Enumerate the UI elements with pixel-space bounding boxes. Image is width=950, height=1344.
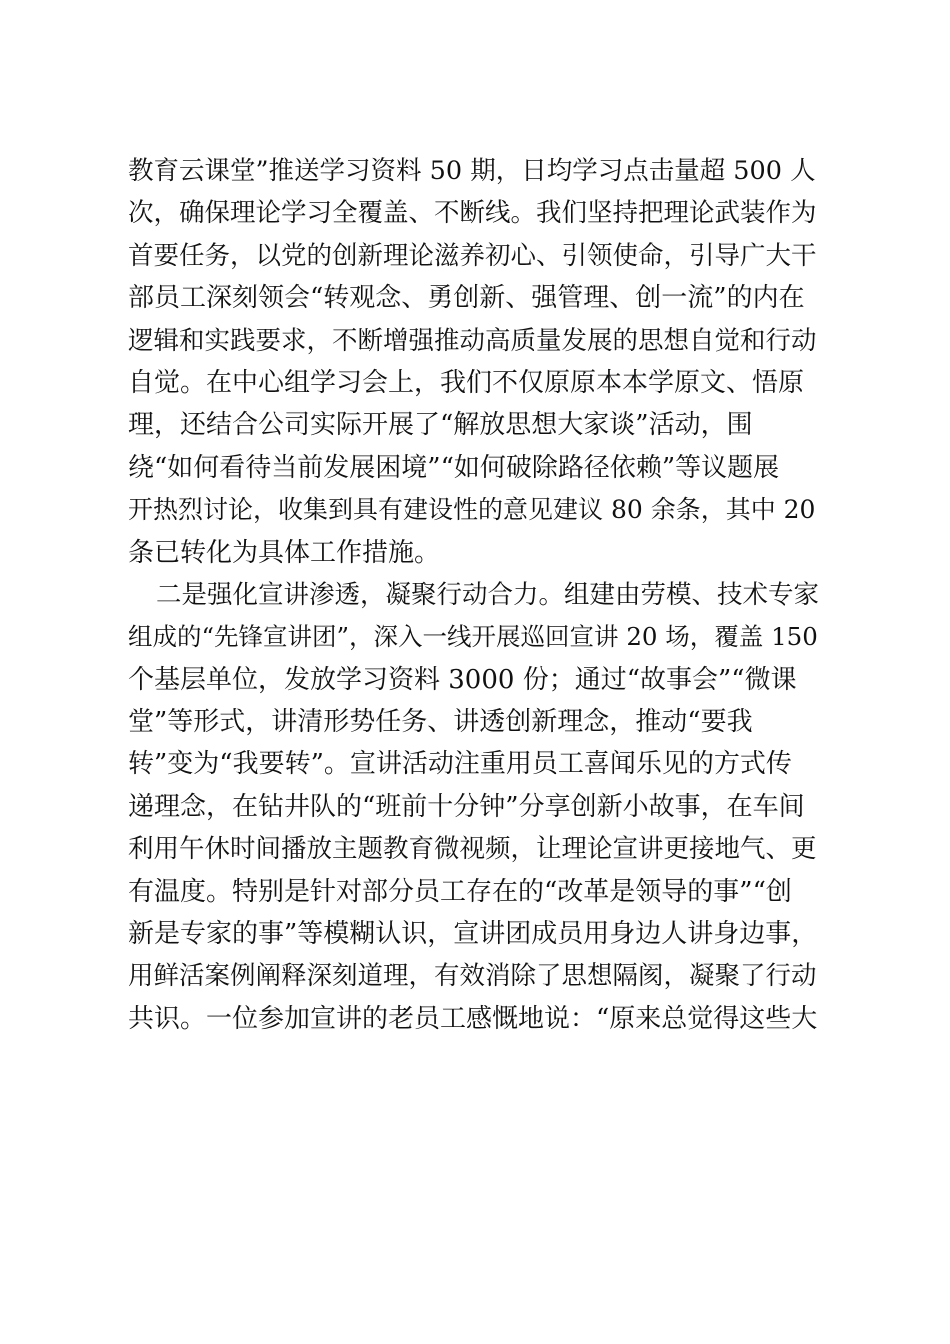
paragraph — [128, 150, 828, 574]
text-line: 有温度。特别是针对部分员工存在的“改革是领导的事”“创 — [128, 876, 792, 907]
text-line: 理，还结合公司实际开展了“解放思想大家谈”活动，围 — [128, 410, 753, 441]
text-line: 首要任务，以党的创新理论滋养初心、引领使命，引导广大干 — [128, 240, 817, 271]
text-line: 绕“如何看待当前发展困境”“如何破除路径依赖”等议题展 — [128, 452, 780, 483]
text-line: 堂”等形式，讲清形势任务、讲透创新理念，推动“要我 — [128, 707, 753, 738]
text-line: 次，确保理论学习全覆盖、不断线。我们坚持把理论武装作为 — [128, 198, 817, 229]
text-line: 个基层单位，发放学习资料 3000 份；通过“故事会”“微课 — [128, 664, 797, 695]
text-line: 自觉。在中心组学习会上，我们不仅原原本本学原文、悟原 — [128, 367, 805, 398]
text-line: 利用午休时间播放主题教育微视频，让理论宣讲更接地气、更 — [128, 834, 817, 865]
text-line: 二是强化宣讲渗透，凝聚行动合力。组建由劳模、技术专家 — [156, 579, 820, 610]
text-line: 教育云课堂”推送学习资料 50 期，日均学习点击量超 500 人 — [128, 156, 816, 186]
text-line: 用鲜活案例阐释深刻道理，有效消除了思想隔阂，凝聚了行动 — [128, 961, 817, 992]
text-line: 转”变为“我要转”。宣讲活动注重用员工喜闻乐见的方式传 — [128, 749, 792, 780]
text-line: 递理念，在钻井队的“班前十分钟”分享创新小故事，在车间 — [128, 791, 805, 822]
text-line: 部员工深刻领会“转观念、勇创新、强管理、创一流”的内在 — [128, 283, 805, 314]
text-line: 新是专家的事”等模糊认识，宣讲团成员用身边人讲身边事， — [128, 919, 818, 950]
paragraph — [128, 574, 828, 1040]
body-text — [128, 150, 828, 1040]
text-line: 条已转化为具体工作措施。 — [128, 537, 441, 568]
text-line: 逻辑和实践要求，不断增强推动高质量发展的思想自觉和行动 — [128, 325, 817, 356]
text-line: 共识。一位参加宣讲的老员工感慨地说：“原来总觉得这些大 — [128, 1003, 818, 1034]
text-line: 组成的“先锋宣讲团”，深入一线开展巡回宣讲 20 场，覆盖 150 — [128, 622, 818, 652]
text-line: 开热烈讨论，收集到具有建设性的意见建议 80 余条，其中 20 — [128, 495, 816, 525]
